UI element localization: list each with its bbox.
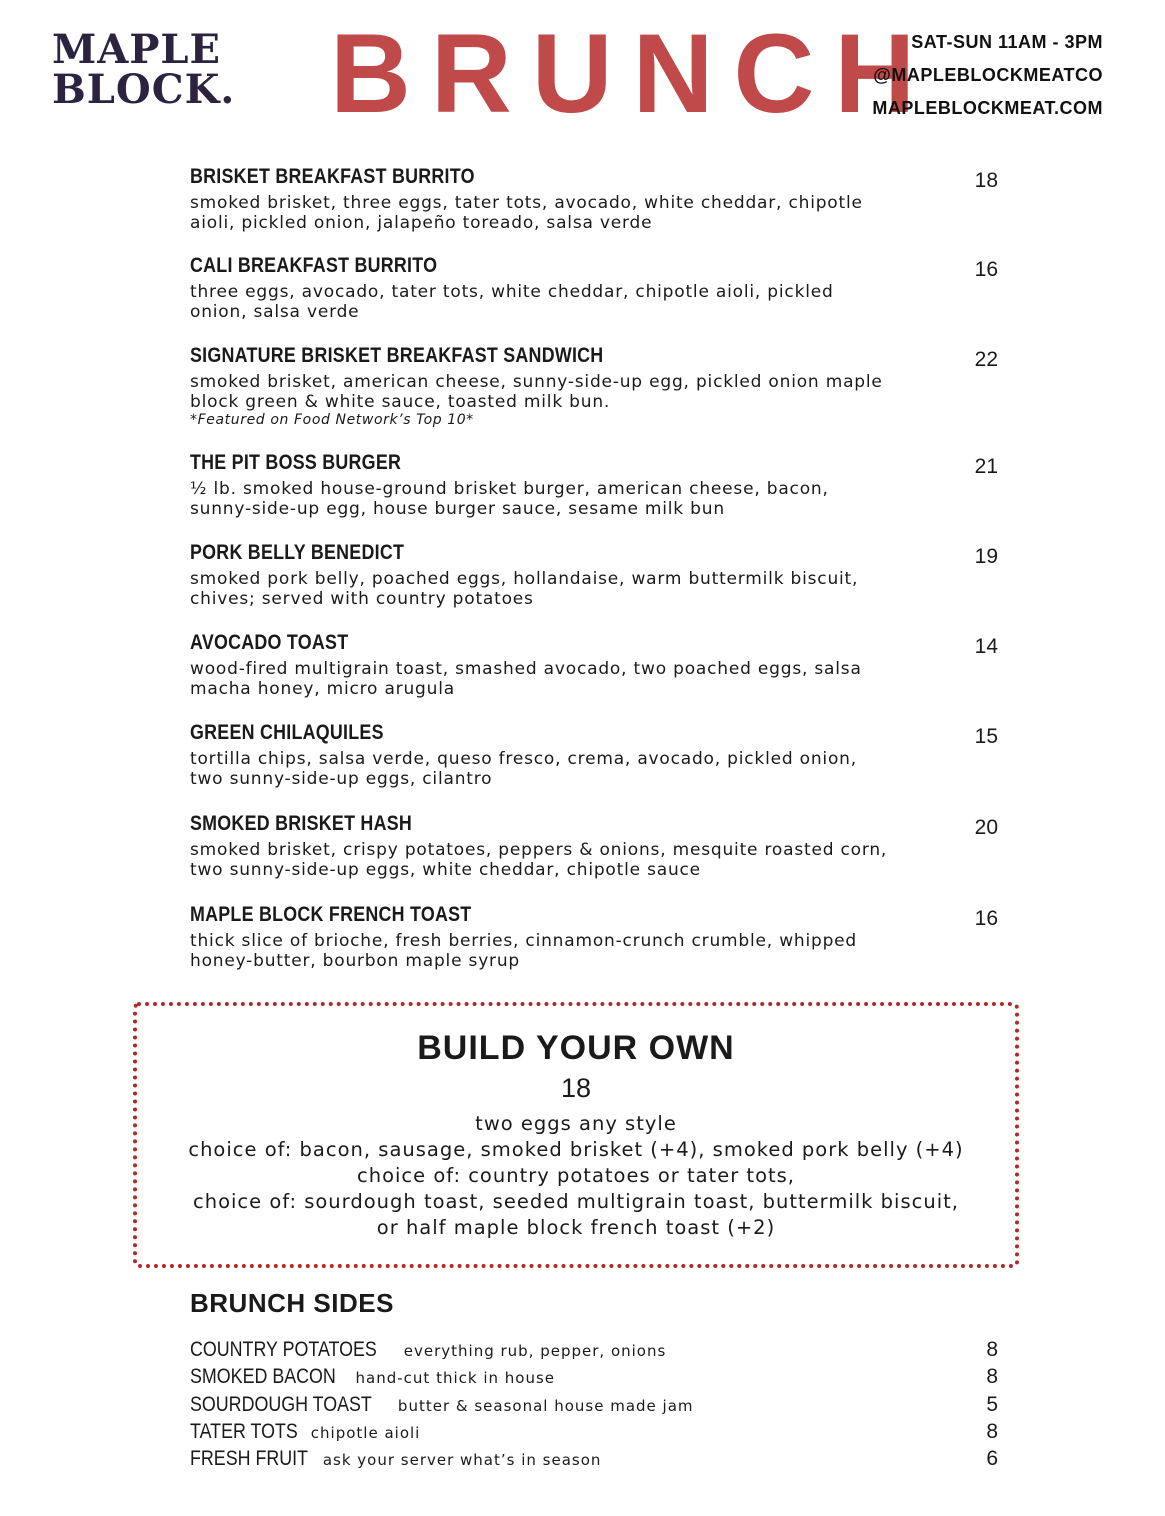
- brand-logo-line2: BLOCK.: [52, 66, 236, 113]
- sides-heading: BRUNCH SIDES: [190, 1288, 394, 1318]
- side-name: FRESH FRUIT: [190, 1447, 309, 1471]
- menu-item: [190, 900, 1000, 970]
- item-description: three eggs, avocado, tater tots, white cheddar, chipotle aioli, pickled onion, salsa verde: [190, 282, 834, 322]
- menu-item: [190, 538, 1000, 628]
- item-description: smoked brisket, crispy potatoes, peppers & onions, mesquite roasted corn, two sunny-side-up eggs, white cheddar, chipotle sauce: [190, 840, 888, 880]
- side-name: TATER TOTS: [190, 1419, 298, 1443]
- side-item: [190, 1445, 998, 1472]
- item-name: SIGNATURE BRISKET BREAKFAST SANDWICH: [190, 344, 604, 367]
- item-name: MAPLE BLOCK FRENCH TOAST: [190, 903, 472, 926]
- build-your-own-title: BUILD YOUR OWN: [417, 1029, 735, 1067]
- build-your-own-line: two eggs any style: [475, 1112, 677, 1135]
- build-your-own-options: [137, 1111, 1015, 1241]
- side-name: SOURDOUGH TOAST: [190, 1392, 372, 1416]
- item-description: ½ lb. smoked house-ground brisket burger, american cheese, bacon, sunny-side-up egg, house burger sauce, sesame milk bun: [190, 479, 829, 519]
- item-description: tortilla chips, salsa verde, queso fresco, crema, avocado, pickled onion, two sunny-side-up eggs, cilantro: [190, 749, 857, 789]
- side-item: [190, 1418, 998, 1445]
- brand-logo-line1: MAPLE: [52, 26, 222, 73]
- item-name: SMOKED BRISKET HASH: [190, 812, 413, 835]
- item-price: 19: [974, 545, 998, 568]
- side-name: COUNTRY POTATOES: [190, 1338, 377, 1361]
- menu-list: [190, 162, 1000, 970]
- menu-item: [190, 448, 1000, 538]
- item-name: GREEN CHILAQUILES: [190, 721, 384, 744]
- side-price: 8: [986, 1419, 998, 1443]
- menu-item: [190, 341, 1000, 448]
- info-block: [872, 26, 1103, 125]
- item-name: BRISKET BREAKFAST BURRITO: [190, 165, 475, 188]
- item-description: thick slice of brioche, fresh berries, cinnamon-crunch crumble, whipped honey-butter, bourbon maple syrup: [190, 931, 858, 971]
- item-price: 22: [974, 348, 998, 371]
- item-price: 18: [974, 169, 998, 192]
- brand-logo: [52, 26, 236, 113]
- sides-list: [190, 1336, 998, 1472]
- build-your-own-line: choice of: sourdough toast, seeded multigrain toast, buttermilk biscuit,: [193, 1190, 959, 1213]
- menu-item: [190, 718, 1000, 809]
- item-name: AVOCADO TOAST: [190, 631, 349, 654]
- menu-item: [190, 162, 1000, 251]
- social-handle: @MAPLEBLOCKMEATCO: [873, 65, 1103, 85]
- build-your-own-line: choice of: bacon, sausage, smoked brisket (+4), smoked pork belly (+4): [188, 1138, 964, 1161]
- side-description: ask your server what’s in season: [322, 1451, 602, 1470]
- item-price: 20: [974, 816, 998, 839]
- side-description: everything rub, pepper, onions: [403, 1342, 667, 1360]
- side-price: 8: [986, 1365, 998, 1389]
- side-description: chipotle aioli: [310, 1423, 421, 1442]
- item-description: smoked pork belly, poached eggs, hollandaise, warm buttermilk biscuit, chives; served with country potatoes: [190, 569, 859, 609]
- page-title: BRUNCH: [330, 11, 936, 136]
- hours-text: SAT-SUN 11AM - 3PM: [911, 32, 1103, 52]
- side-item: [190, 1391, 998, 1418]
- side-item: [190, 1336, 998, 1363]
- item-description: smoked brisket, three eggs, tater tots, avocado, white cheddar, chipotle aioli, pickled onion, jalapeño toreado, salsa verde: [190, 193, 863, 233]
- website-text: MAPLEBLOCKMEAT.COM: [872, 98, 1103, 118]
- side-price: 8: [986, 1338, 998, 1361]
- item-price: 16: [974, 258, 998, 281]
- item-price: 21: [974, 455, 998, 478]
- item-name: PORK BELLY BENEDICT: [190, 541, 405, 564]
- menu-item: [190, 251, 1000, 341]
- menu-item: [190, 809, 1000, 900]
- item-note: *Featured on Food Network’s Top 10*: [190, 412, 474, 428]
- build-your-own-line: or half maple block french toast (+2): [376, 1216, 776, 1239]
- item-name: CALI BREAKFAST BURRITO: [190, 254, 438, 277]
- item-price: 15: [974, 725, 998, 748]
- side-description: butter & seasonal house made jam: [397, 1396, 694, 1415]
- build-your-own-line: choice of: country potatoes or tater tots,: [357, 1164, 795, 1187]
- side-price: 6: [986, 1447, 998, 1471]
- side-name: SMOKED BACON: [190, 1365, 336, 1389]
- side-price: 5: [986, 1392, 998, 1416]
- item-price: 14: [974, 635, 998, 658]
- item-price: 16: [974, 907, 998, 930]
- menu-item: [190, 628, 1000, 718]
- item-name: THE PIT BOSS BURGER: [190, 451, 402, 474]
- side-description: hand-cut thick in house: [355, 1369, 556, 1388]
- item-description: smoked brisket, american cheese, sunny-side-up egg, pickled onion maple block green & white sauce, toasted milk bun.: [190, 372, 883, 412]
- side-item: [190, 1363, 998, 1390]
- item-description: wood-fired multigrain toast, smashed avocado, two poached eggs, salsa macha honey, micro arugula: [190, 659, 862, 699]
- build-your-own-box: [133, 1002, 1019, 1268]
- build-your-own-price: 18: [560, 1073, 592, 1103]
